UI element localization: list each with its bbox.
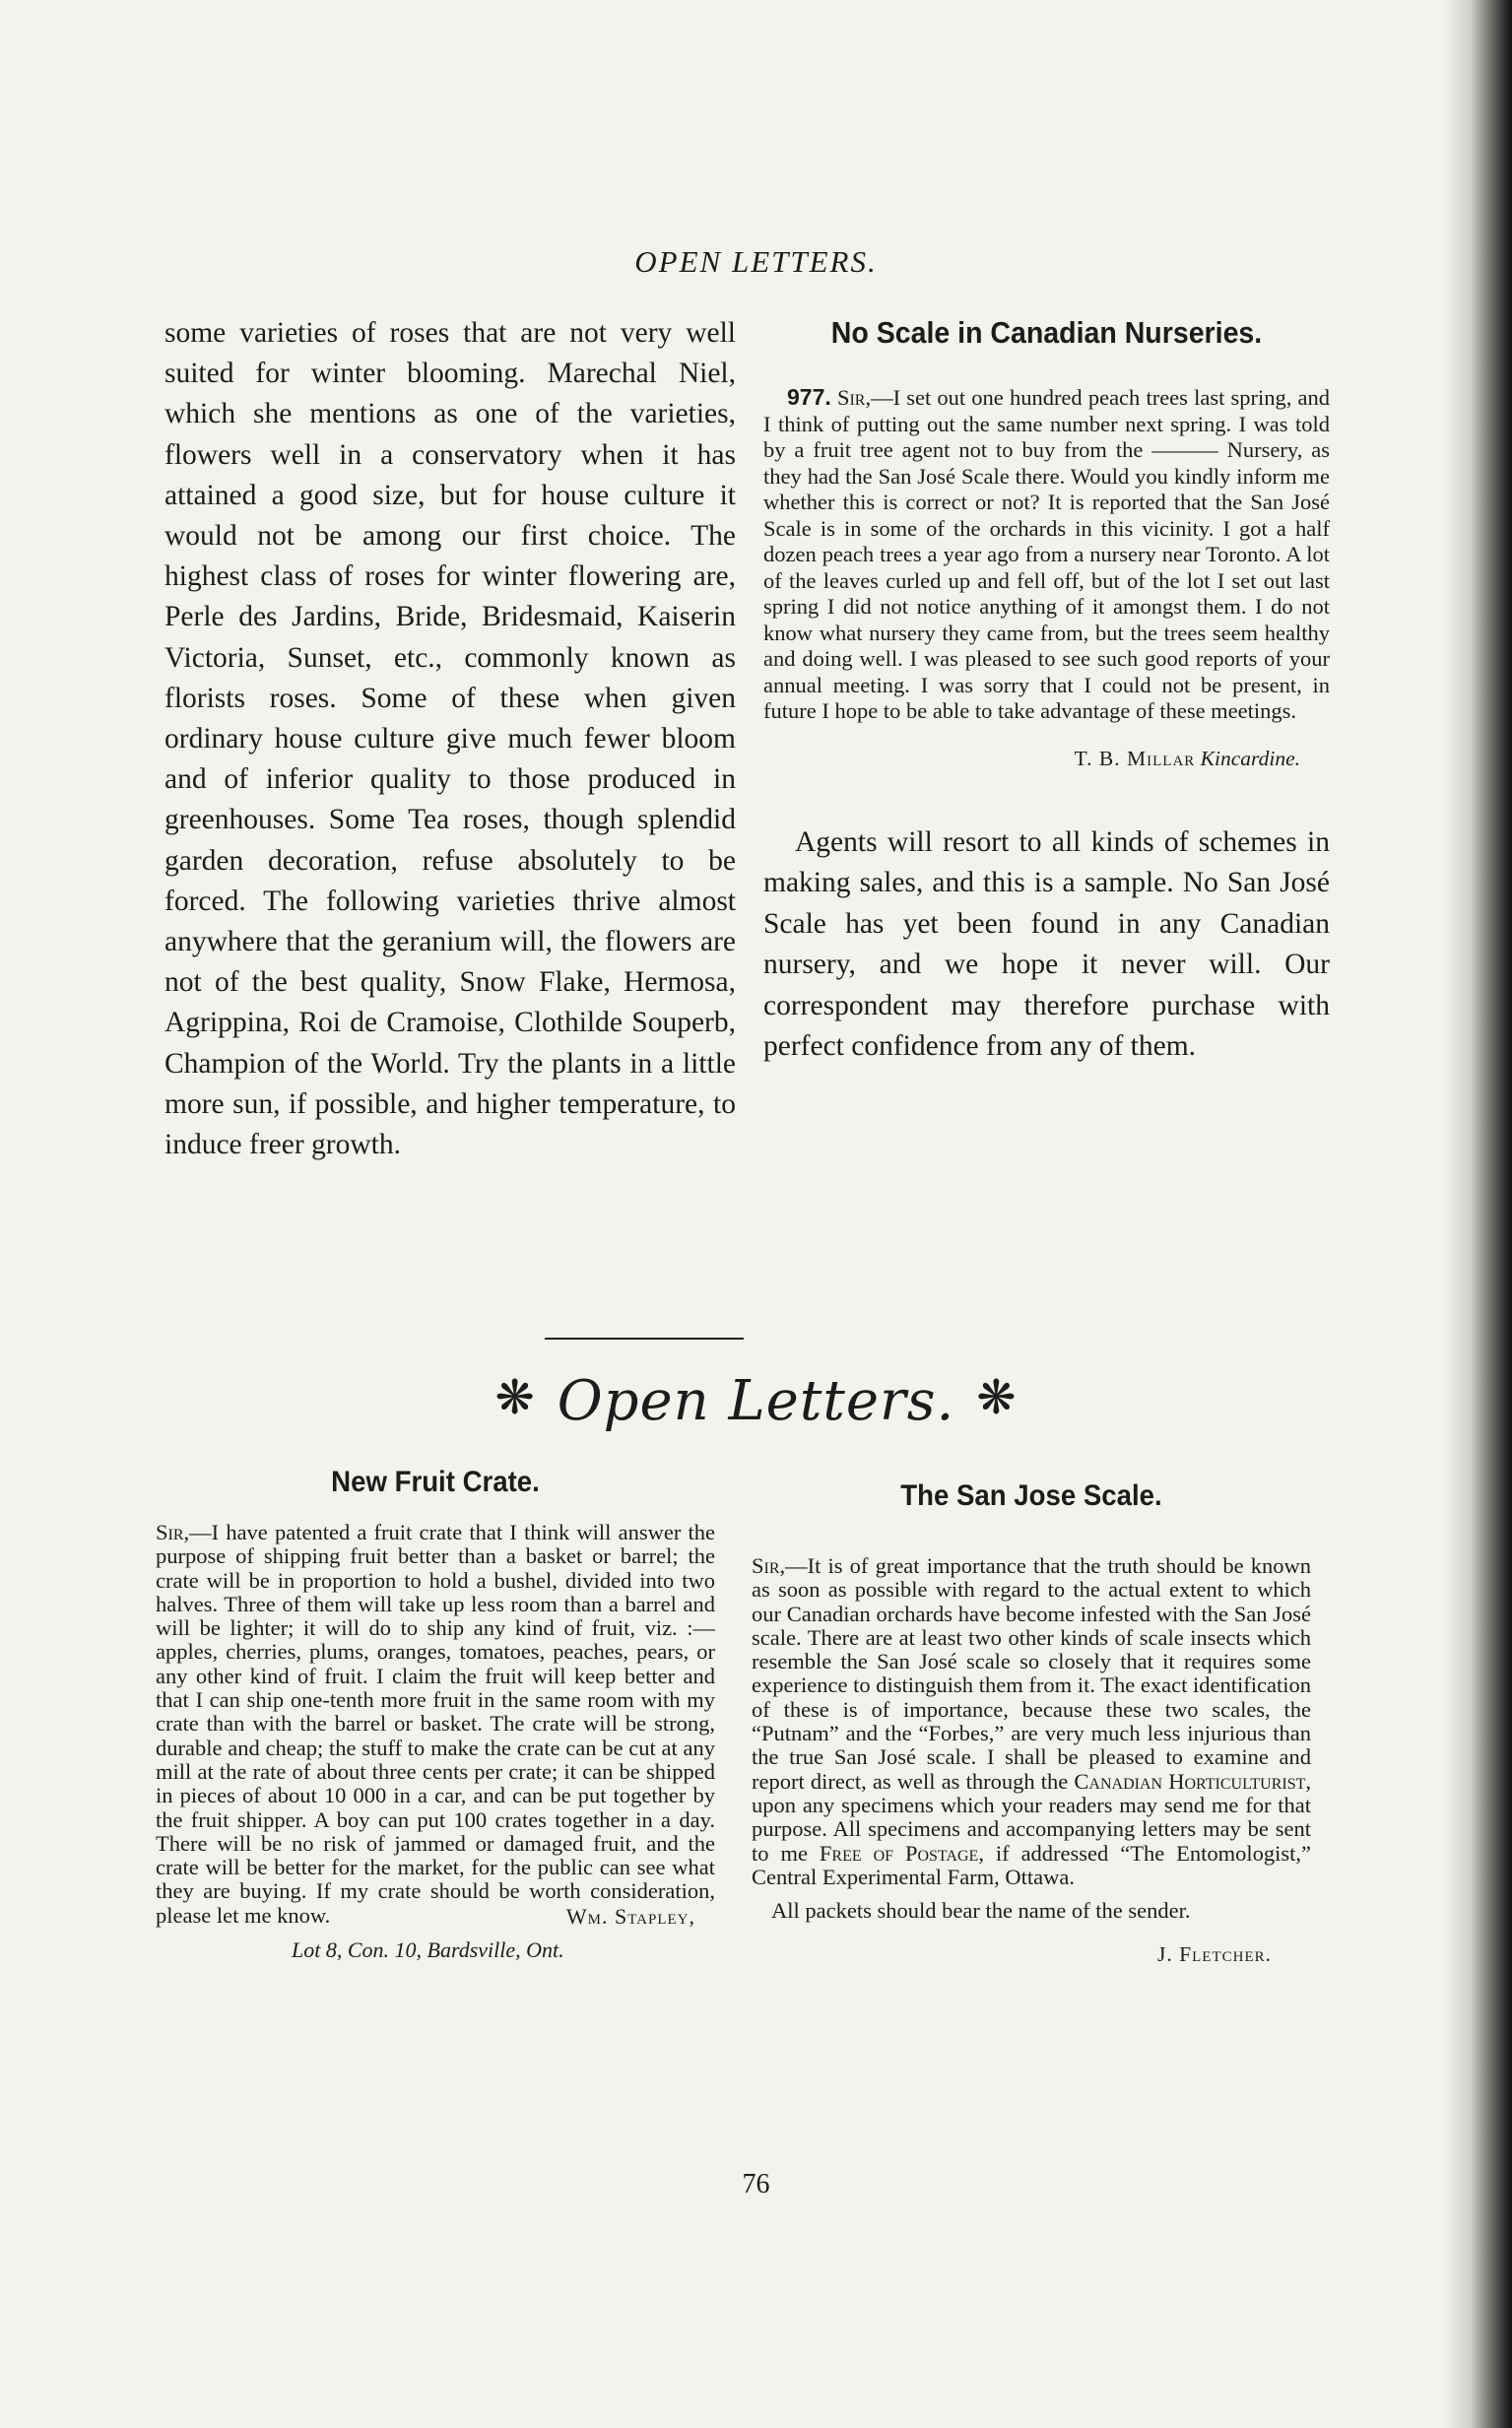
page-edge-shadow — [1443, 0, 1512, 2428]
fruit-crate-article — [156, 1466, 715, 1963]
letter-body: —I have patented a fruit crate that I think will answer the purpose of shipping fruit better than a basket or barrel; the crate will be in proportion to hold a bushel, divided into two halves. Three of them will take up less room than a barrel and will be lighter; it will do to ship any kind of fruit, viz. :—apples, cherries, plums, oranges, tomatoes, peaches, pears, or any other kind of fruit. I claim the fruit will keep better and that I can ship one-tenth more fruit in the same room with my crate than with the barrel or basket. The crate will be strong, durable and cheap; the stuff to make the crate can be cut at any mill at the rate of about three cents per crate; it can be shipped in pieces of about 10 000 in a car, and can be put together by the fruit shipper. A boy can put 100 crates together in a day. There will be no risk of jammed or damaged fruit, and the crate will be better for the market, for the public can see what they are buying. If my crate should be worth consideration, please let me know. — [156, 1520, 715, 1928]
letter-body-part-1: —It is of great importance that the truth should be known as soon as possible with regard to the actual extent to which our Canadian orchards have become infested with the San José scale. There are at least two other kinds of scale insects which resemble the San José scale so closely that it requires some experience to distinguish them from it. The exact identification of these is of importance, because these two scales, the “Putnam” and the “Forbes,” are very much less injurious than the true San José scale. I shall be pleased to examine and report direct, as well as through the — [752, 1553, 1311, 1794]
no-scale-article — [763, 315, 1330, 1068]
magazine-name: Canadian Horticulturist — [1074, 1768, 1306, 1794]
left-column-continued-text — [164, 313, 736, 1165]
roses-paragraph: some varieties of roses that are not very well suited for winter blooming. Marechal Niel, which she mentions as one of the varieties, flowers well in a conservatory when it has attained a good size, but for house culture it would not be among our first choice. The highest class of roses for winter flowering are, Perle des Jardins, Bride, Bridesmaid, Kaiserin Victoria, Sunset, etc., commonly known as florists roses. Some of these when given ordinary house culture give much fewer bloom and of inferior quality to those produced in greenhouses. Some Tea roses, though splendid garden decoration, refuse absolutely to be forced. The following varieties thrive almost anywhere that the geranium will, the flowers are not of the best quality, Snow Flake, Hermosa, Agrippina, Roi de Cramoise, Clothilde Souperb, Champion of the World. Try the plants in a little more sun, if possible, and higher temperature, to induce freer growth. — [164, 317, 736, 1161]
letter-salutation: Sir, — [156, 1520, 190, 1544]
running-head: OPEN LETTERS. — [634, 244, 878, 279]
flower-ornament-icon: ❋ — [494, 1370, 536, 1425]
no-scale-signature — [763, 747, 1300, 771]
fruit-crate-signature: Wm. Stapley, — [565, 1904, 695, 1930]
san-jose-article — [752, 1479, 1311, 1967]
letter-body: —I set out one hundred peach trees last spring, and I think of putting out the same number next spring. I was told by a fruit tree agent not to buy from the ——— Nursery, as they had the San José Scale there. Would you kindly inform me whether this is correct or not? It is reported that the San José Scale is in some of the orchards in this vicinity. I got a half dozen peach trees a year ago from a nursery near Toronto. A lot of the leaves curled up and fell off, but of the lot I set out last spring I did not notice anything of it amongst them. I do not know what nursery they came from, but the trees seem healthy and doing well. I was pleased to see such good reports of your annual meeting. I was sorry that I could not be present, in future I hope to be able to take advantage of these meetings. — [763, 385, 1331, 723]
san-jose-letter — [752, 1554, 1311, 1889]
san-jose-headline: The San Jose Scale. — [900, 1479, 1162, 1512]
signature-place: Kincardine. — [1200, 746, 1300, 770]
section-divider — [545, 1338, 744, 1340]
section-title-text: Open Letters. — [557, 1369, 955, 1433]
no-scale-letter — [763, 384, 1330, 725]
san-jose-closing: All packets should bear the name of the sender. — [771, 1898, 1191, 1924]
letter-body-part-3: , if addressed “The Entomologist,” Central Experimental Farm, Ottawa. — [752, 1840, 1312, 1889]
no-scale-headline: No Scale in Canadian Nurseries. — [830, 315, 1263, 350]
signature-name: T. B. Millar — [1074, 746, 1196, 770]
letter-number: 977. — [787, 384, 831, 410]
editor-note: Agents will resort to all kinds of schemes in making sales, and this is a sample. No San José Scale has yet been found in any Canadian nursery, and we hope it never will. Our correspondent may therefore purchase with perfect confidence from any of them. — [763, 825, 1330, 1062]
fruit-crate-address: Lot 8, Con. 10, Bardsville, Ont. — [292, 1937, 564, 1963]
letter-salutation: Sir, — [752, 1553, 786, 1578]
letter-salutation: Sir, — [836, 385, 872, 410]
san-jose-signature: J. Fletcher. — [1157, 1942, 1272, 1967]
flower-ornament-icon: ❋ — [976, 1370, 1018, 1425]
fruit-crate-letter — [156, 1521, 715, 1928]
page-number: 76 — [742, 2169, 770, 2199]
letter-body-part-2: , upon any specimens which your readers may send me for that purpose. All specimens and accompanying letters may be sent to me — [752, 1768, 1312, 1866]
fruit-crate-headline: New Fruit Crate. — [331, 1466, 540, 1498]
free-postage: Free of Postage — [819, 1840, 979, 1866]
section-title — [0, 1369, 1512, 1433]
